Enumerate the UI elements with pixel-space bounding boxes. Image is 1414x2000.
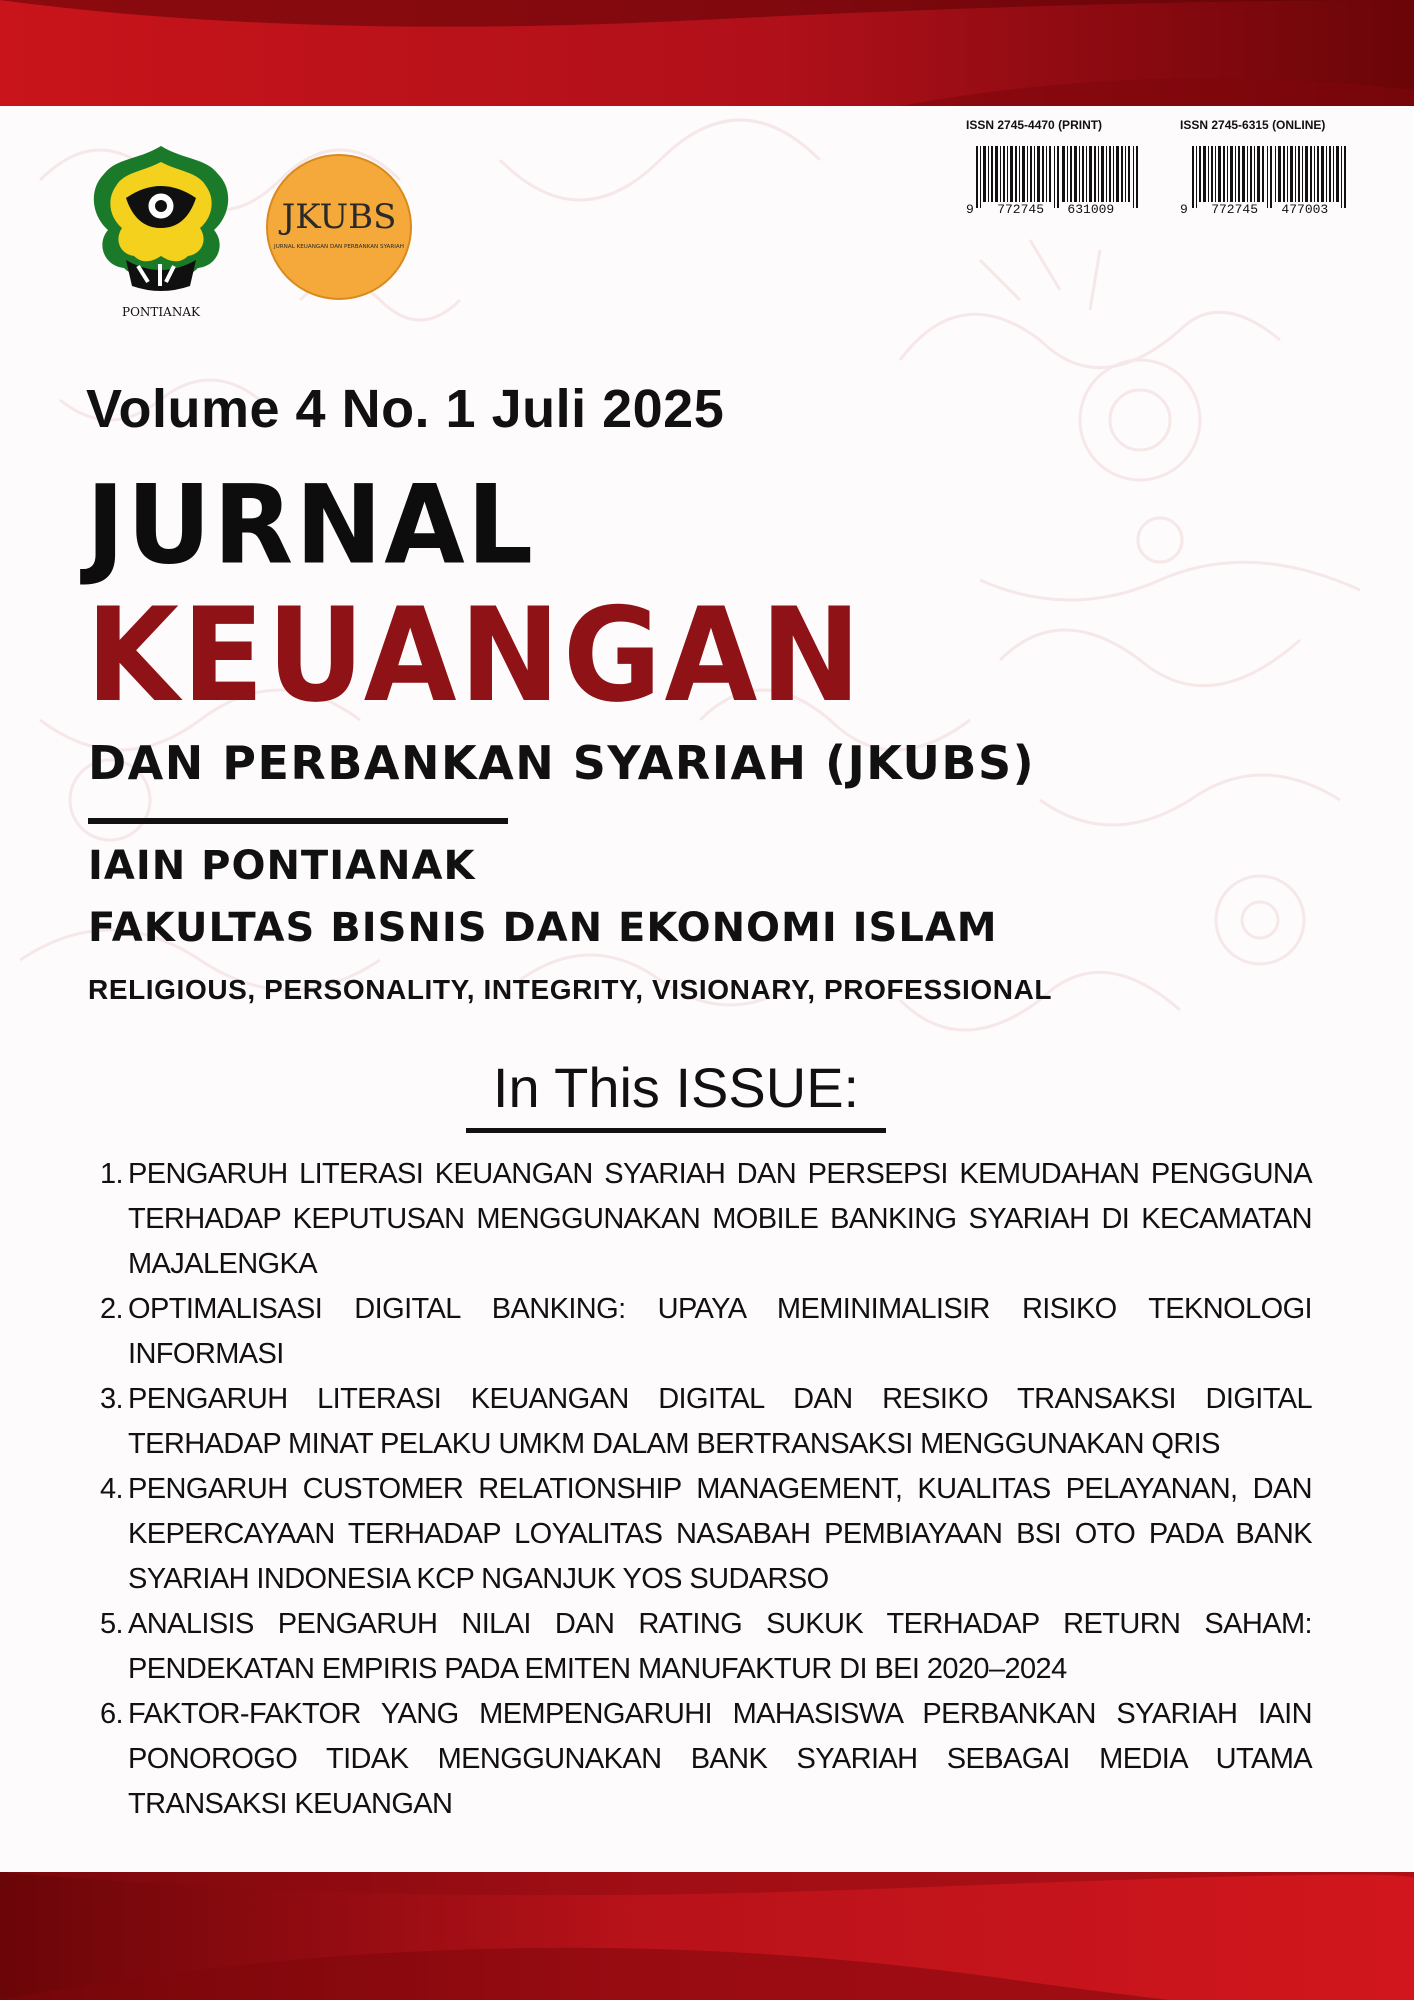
- article-item: [100, 1377, 1312, 1467]
- title-divider: [88, 818, 508, 824]
- volume-issue: Volume 4 No. 1 Juli 2025: [86, 379, 725, 439]
- article-number: 2.: [100, 1293, 123, 1325]
- barcode-print-digits: 9 772745 631009: [966, 202, 1115, 217]
- title-subtitle: DAN PERBANKAN SYARIAH (JKUBS): [88, 736, 1036, 790]
- article-title: OPTIMALISASI DIGITAL BANKING: UPAYA MEMINIMALISIR RISIKO TEKNOLOGI INFORMASI: [128, 1293, 1312, 1370]
- iain-emblem-text: PONTIANAK: [122, 305, 200, 319]
- top-band: [0, 0, 1414, 110]
- issn-online: ISSN 2745-6315 (ONLINE): [1180, 118, 1326, 132]
- institution-motto: RELIGIOUS, PERSONALITY, INTEGRITY, VISIONARY, PROFESSIONAL: [88, 974, 1053, 1005]
- article-title: PENGARUH LITERASI KEUANGAN DIGITAL DAN RESIKO TRANSAKSI DIGITAL TERHADAP MINAT PELAKU UMKM DALAM BERTRANSAKSI MENGGUNAKAN QRIS: [128, 1383, 1312, 1460]
- article-number: 6.: [100, 1698, 123, 1730]
- barcode-online-digits: 9 772745 477003: [1180, 202, 1329, 217]
- article-list: [100, 1152, 1312, 1827]
- article-title: ANALISIS PENGARUH NILAI DAN RATING SUKUK TERHADAP RETURN SAHAM: PENDEKATAN EMPIRIS PADA EMITEN MANUFAKTUR DI BEI 2020–2024: [128, 1608, 1312, 1685]
- issue-heading: In This ISSUE:: [492, 1056, 860, 1119]
- issue-divider: [466, 1128, 886, 1133]
- jkubs-logo: [266, 154, 412, 300]
- article-title: PENGARUH CUSTOMER RELATIONSHIP MANAGEMENT, KUALITAS PELAYANAN, DAN KEPERCAYAAN TERHADAP LOYALITAS NASABAH PEMBIAYAAN BSI OTO PADA BANK SYARIAH INDONESIA KCP NGANJUK YOS SUDARSO: [128, 1473, 1312, 1595]
- bottom-band: [0, 1868, 1414, 2000]
- article-number: 1.: [100, 1158, 123, 1190]
- article-number: 4.: [100, 1473, 123, 1505]
- article-item: [100, 1602, 1312, 1692]
- article-item: [100, 1467, 1312, 1602]
- barcode-print: [976, 146, 1140, 208]
- title-jurnal: JURNAL: [86, 460, 536, 589]
- issn-print: ISSN 2745-4470 (PRINT): [966, 118, 1103, 132]
- faculty-name: FAKULTAS BISNIS DAN EKONOMI ISLAM: [88, 905, 998, 951]
- title-keuangan: KEUANGAN: [86, 581, 864, 732]
- institution-name: IAIN PONTIANAK: [88, 843, 476, 889]
- jkubs-logo-subtitle: JURNAL KEUANGAN DAN PERBANKAN SYARIAH: [274, 244, 404, 250]
- article-item: [100, 1287, 1312, 1377]
- article-item: [100, 1692, 1312, 1827]
- article-title: FAKTOR-FAKTOR YANG MEMPENGARUHI MAHASISWA PERBANKAN SYARIAH IAIN PONOROGO TIDAK MENGGUNAKAN BANK SYARIAH SEBAGAI MEDIA UTAMA TRANSAKSI KEUANGAN: [128, 1698, 1312, 1820]
- article-item: [100, 1152, 1312, 1287]
- barcode-online: [1192, 146, 1350, 208]
- article-title: PENGARUH LITERASI KEUANGAN SYARIAH DAN PERSEPSI KEMUDAHAN PENGGUNA TERHADAP KEPUTUSAN MENGGUNAKAN MOBILE BANKING SYARIAH DI KECAMATAN MAJALENGKA: [128, 1158, 1312, 1280]
- jkubs-logo-label: JKUBS: [281, 197, 397, 237]
- article-number: 5.: [100, 1608, 123, 1640]
- article-number: 3.: [100, 1383, 123, 1415]
- iain-pontianak-emblem: [86, 140, 236, 320]
